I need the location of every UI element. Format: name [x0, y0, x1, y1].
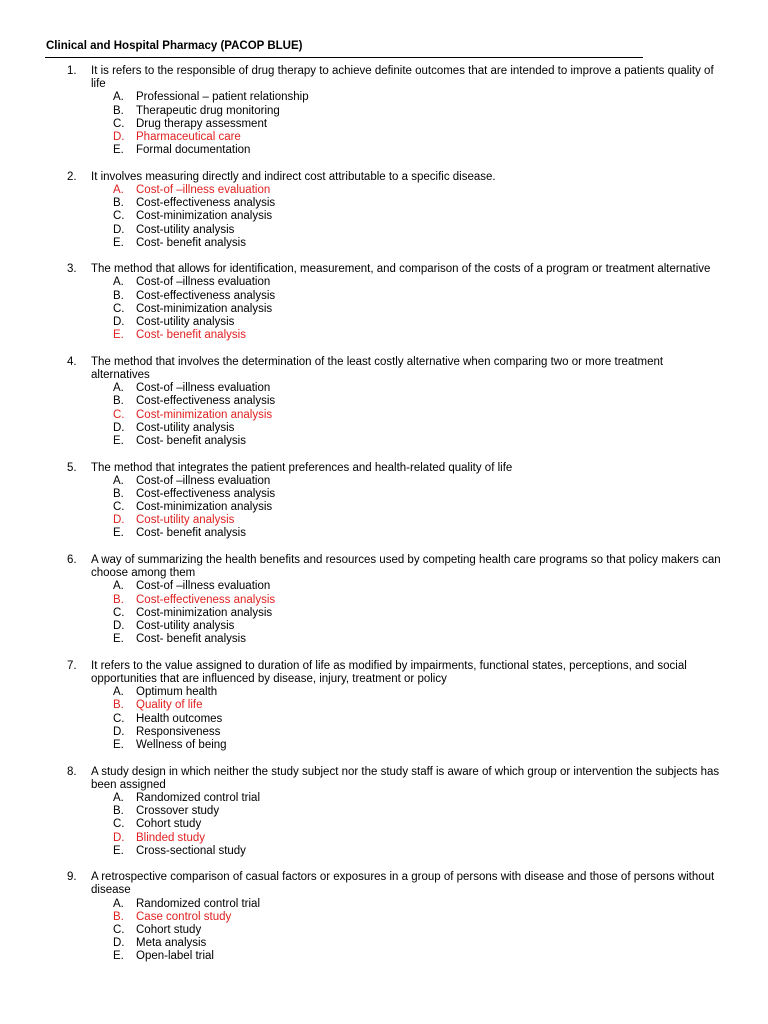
- option: [0, 91, 768, 104]
- option-letter: E.: [113, 950, 124, 963]
- question-text: It involves measuring directly and indirect cost attributable to a specific disease.: [91, 170, 496, 183]
- option: [0, 422, 768, 435]
- option: [0, 805, 768, 818]
- option-text: Formal documentation: [136, 144, 251, 157]
- option: [0, 276, 768, 289]
- question-text: The method that involves the determination of the least costly alternative when comparing two or more treatment alternatives: [91, 355, 664, 381]
- option-text: Cost-utility analysis: [136, 223, 235, 236]
- option-text: Open-label trial: [136, 950, 214, 963]
- option-text: Quality of life: [136, 699, 203, 712]
- option-text: Crossover study: [136, 805, 220, 818]
- question: [0, 766, 768, 858]
- option-letter: B.: [113, 805, 124, 818]
- option: [0, 739, 768, 752]
- option-text: Cost-minimization analysis: [136, 302, 273, 315]
- question-number: 7.: [67, 659, 77, 672]
- option-list: [0, 580, 768, 646]
- option-text: Cost-utility analysis: [136, 316, 235, 329]
- option-letter: B.: [113, 104, 124, 117]
- question-number: 4.: [67, 355, 77, 368]
- option-letter: B.: [113, 289, 124, 302]
- option-text: Cost-of –illness evaluation: [136, 474, 271, 487]
- question: [0, 871, 768, 963]
- option: [0, 435, 768, 448]
- option-letter: D.: [113, 620, 125, 633]
- option-letter: A.: [113, 580, 124, 593]
- option-letter: A.: [113, 91, 124, 104]
- question-text: A study design in which neither the study subject nor the study staff is aware of which group or intervention the subjects has been assigned: [91, 765, 720, 791]
- option: [0, 950, 768, 963]
- option: [0, 144, 768, 157]
- option-text: Cost-minimization analysis: [136, 606, 273, 619]
- option-letter: C.: [113, 818, 125, 831]
- option-text: Cross-sectional study: [136, 844, 246, 857]
- option-letter: D.: [113, 316, 125, 329]
- option: [0, 633, 768, 646]
- option-letter: A.: [113, 897, 124, 910]
- option-letter: D.: [113, 223, 125, 236]
- option: [0, 382, 768, 395]
- option-letter: D.: [113, 831, 125, 844]
- option: [0, 911, 768, 924]
- option-text: Cost-of –illness evaluation: [136, 382, 271, 395]
- option-letter: A.: [113, 791, 124, 804]
- option: [0, 409, 768, 422]
- question-number: 1.: [67, 65, 77, 77]
- option-list: [0, 475, 768, 541]
- question-text: It is refers to the responsible of drug therapy to achieve definite outcomes that are intended to improve a patients quality of life: [91, 65, 714, 91]
- option-list: [0, 898, 768, 964]
- option-letter: A.: [113, 183, 124, 196]
- title-divider: [45, 57, 643, 58]
- option: [0, 184, 768, 197]
- option-text: Cost- benefit analysis: [136, 236, 246, 249]
- option-letter: C.: [113, 117, 125, 130]
- option-letter: E.: [113, 434, 124, 447]
- option-text: Cost-of –illness evaluation: [136, 276, 271, 289]
- option: [0, 898, 768, 911]
- option: [0, 514, 768, 527]
- option-letter: E.: [113, 329, 124, 342]
- option-letter: E.: [113, 738, 124, 751]
- option: [0, 924, 768, 937]
- option-text: Case control study: [136, 910, 232, 923]
- option: [0, 686, 768, 699]
- option-letter: D.: [113, 937, 125, 950]
- option: [0, 303, 768, 316]
- option-text: Wellness of being: [136, 738, 227, 751]
- option-letter: E.: [113, 527, 124, 540]
- option-letter: C.: [113, 924, 125, 937]
- question: [0, 65, 768, 157]
- option-text: Cost-minimization analysis: [136, 501, 273, 514]
- option-list: [0, 276, 768, 342]
- option-letter: A.: [113, 276, 124, 289]
- option: [0, 818, 768, 831]
- option: [0, 937, 768, 950]
- question-text: It refers to the value assigned to duration of life as modified by impairments, functional states, perceptions, and social opportunities that are influenced by disease, injury, treatment or policy: [91, 659, 687, 685]
- option-letter: D.: [113, 514, 125, 527]
- option-list: [0, 686, 768, 752]
- option-letter: C.: [113, 210, 125, 223]
- option-text: Therapeutic drug monitoring: [136, 104, 280, 117]
- option-text: Cost- benefit analysis: [136, 633, 246, 646]
- option-letter: A.: [113, 474, 124, 487]
- option: [0, 329, 768, 342]
- question: [0, 263, 768, 342]
- option: [0, 395, 768, 408]
- question-number: 2.: [67, 170, 77, 183]
- option-text: Cost- benefit analysis: [136, 329, 246, 342]
- option: [0, 118, 768, 131]
- option: [0, 580, 768, 593]
- option: [0, 210, 768, 223]
- option-letter: B.: [113, 487, 124, 500]
- question: [0, 356, 768, 448]
- option-letter: D.: [113, 130, 125, 143]
- option-list: [0, 382, 768, 448]
- option-letter: D.: [113, 421, 125, 434]
- question: [0, 462, 768, 541]
- option-letter: C.: [113, 302, 125, 315]
- option-letter: A.: [113, 382, 124, 395]
- option-text: Cost-minimization analysis: [136, 408, 273, 421]
- option: [0, 792, 768, 805]
- option-text: Cost- benefit analysis: [136, 434, 246, 447]
- option-text: Cost-minimization analysis: [136, 210, 273, 223]
- option-letter: E.: [113, 633, 124, 646]
- option: [0, 475, 768, 488]
- option-letter: D.: [113, 725, 125, 738]
- question-number: 9.: [67, 871, 77, 884]
- option: [0, 224, 768, 237]
- option: [0, 620, 768, 633]
- option-text: Optimum health: [136, 686, 218, 699]
- option-text: Cost-of –illness evaluation: [136, 580, 271, 593]
- option: [0, 845, 768, 858]
- option-letter: C.: [113, 408, 125, 421]
- question-text: A retrospective comparison of casual factors or exposures in a group of persons with disease and those of persons without disease: [91, 871, 715, 897]
- option-text: Cost- benefit analysis: [136, 527, 246, 540]
- option-list: [0, 184, 768, 250]
- option-text: Cost-effectiveness analysis: [136, 593, 276, 606]
- option: [0, 501, 768, 514]
- option-text: Cost-effectiveness analysis: [136, 289, 276, 302]
- option: [0, 290, 768, 303]
- option-list: [0, 91, 768, 157]
- option: [0, 527, 768, 540]
- option: [0, 131, 768, 144]
- option-list: [0, 792, 768, 858]
- question-number: 8.: [67, 765, 77, 778]
- option: [0, 713, 768, 726]
- option: [0, 197, 768, 210]
- question: [0, 171, 768, 250]
- option-text: Blinded study: [136, 831, 206, 844]
- option-letter: C.: [113, 606, 125, 619]
- option-text: Randomized control trial: [136, 897, 261, 910]
- option-letter: E.: [113, 144, 124, 157]
- question-text: The method that allows for identification, measurement, and comparison of the costs of a program or treatment alternative: [91, 263, 711, 276]
- option: [0, 237, 768, 250]
- question-number: 3.: [67, 263, 77, 276]
- option: [0, 316, 768, 329]
- option-letter: E.: [113, 844, 124, 857]
- question-text: The method that integrates the patient preferences and health-related quality of life: [91, 461, 513, 474]
- option-letter: C.: [113, 712, 125, 725]
- question-text: A way of summarizing the health benefits and resources used by competing health care programs so that policy makers can choose among them: [91, 554, 721, 580]
- document-title: Clinical and Hospital Pharmacy (PACOP BLUE): [46, 40, 303, 52]
- option-letter: B.: [113, 197, 124, 210]
- option: [0, 832, 768, 845]
- option-text: Responsiveness: [136, 725, 221, 738]
- question: [0, 554, 768, 646]
- option-text: Cost-utility analysis: [136, 421, 235, 434]
- option-letter: C.: [113, 501, 125, 514]
- question-number: 6.: [67, 554, 77, 567]
- option-letter: A.: [113, 686, 124, 699]
- option: [0, 607, 768, 620]
- option: [0, 699, 768, 712]
- option-text: Randomized control trial: [136, 791, 261, 804]
- option-text: Cost-effectiveness analysis: [136, 395, 276, 408]
- question: [0, 660, 768, 752]
- option-text: Drug therapy assessment: [136, 117, 268, 130]
- option-text: Pharmaceutical care: [136, 130, 241, 143]
- option-text: Professional – patient relationship: [136, 91, 309, 104]
- option-text: Cost-effectiveness analysis: [136, 197, 276, 210]
- question-number: 5.: [67, 461, 77, 474]
- option-text: Cost-utility analysis: [136, 620, 235, 633]
- option: [0, 594, 768, 607]
- option-letter: B.: [113, 593, 124, 606]
- option-letter: E.: [113, 236, 124, 249]
- option: [0, 105, 768, 118]
- option-text: Health outcomes: [136, 712, 223, 725]
- option-letter: B.: [113, 699, 124, 712]
- option-letter: B.: [113, 395, 124, 408]
- option-text: Cohort study: [136, 818, 202, 831]
- option-letter: B.: [113, 910, 124, 923]
- option-text: Meta analysis: [136, 937, 207, 950]
- option: [0, 488, 768, 501]
- option-text: Cost-of –illness evaluation: [136, 183, 271, 196]
- question-list: [0, 65, 768, 977]
- option: [0, 726, 768, 739]
- option-text: Cost-effectiveness analysis: [136, 487, 276, 500]
- option-text: Cohort study: [136, 924, 202, 937]
- option-text: Cost-utility analysis: [136, 514, 235, 527]
